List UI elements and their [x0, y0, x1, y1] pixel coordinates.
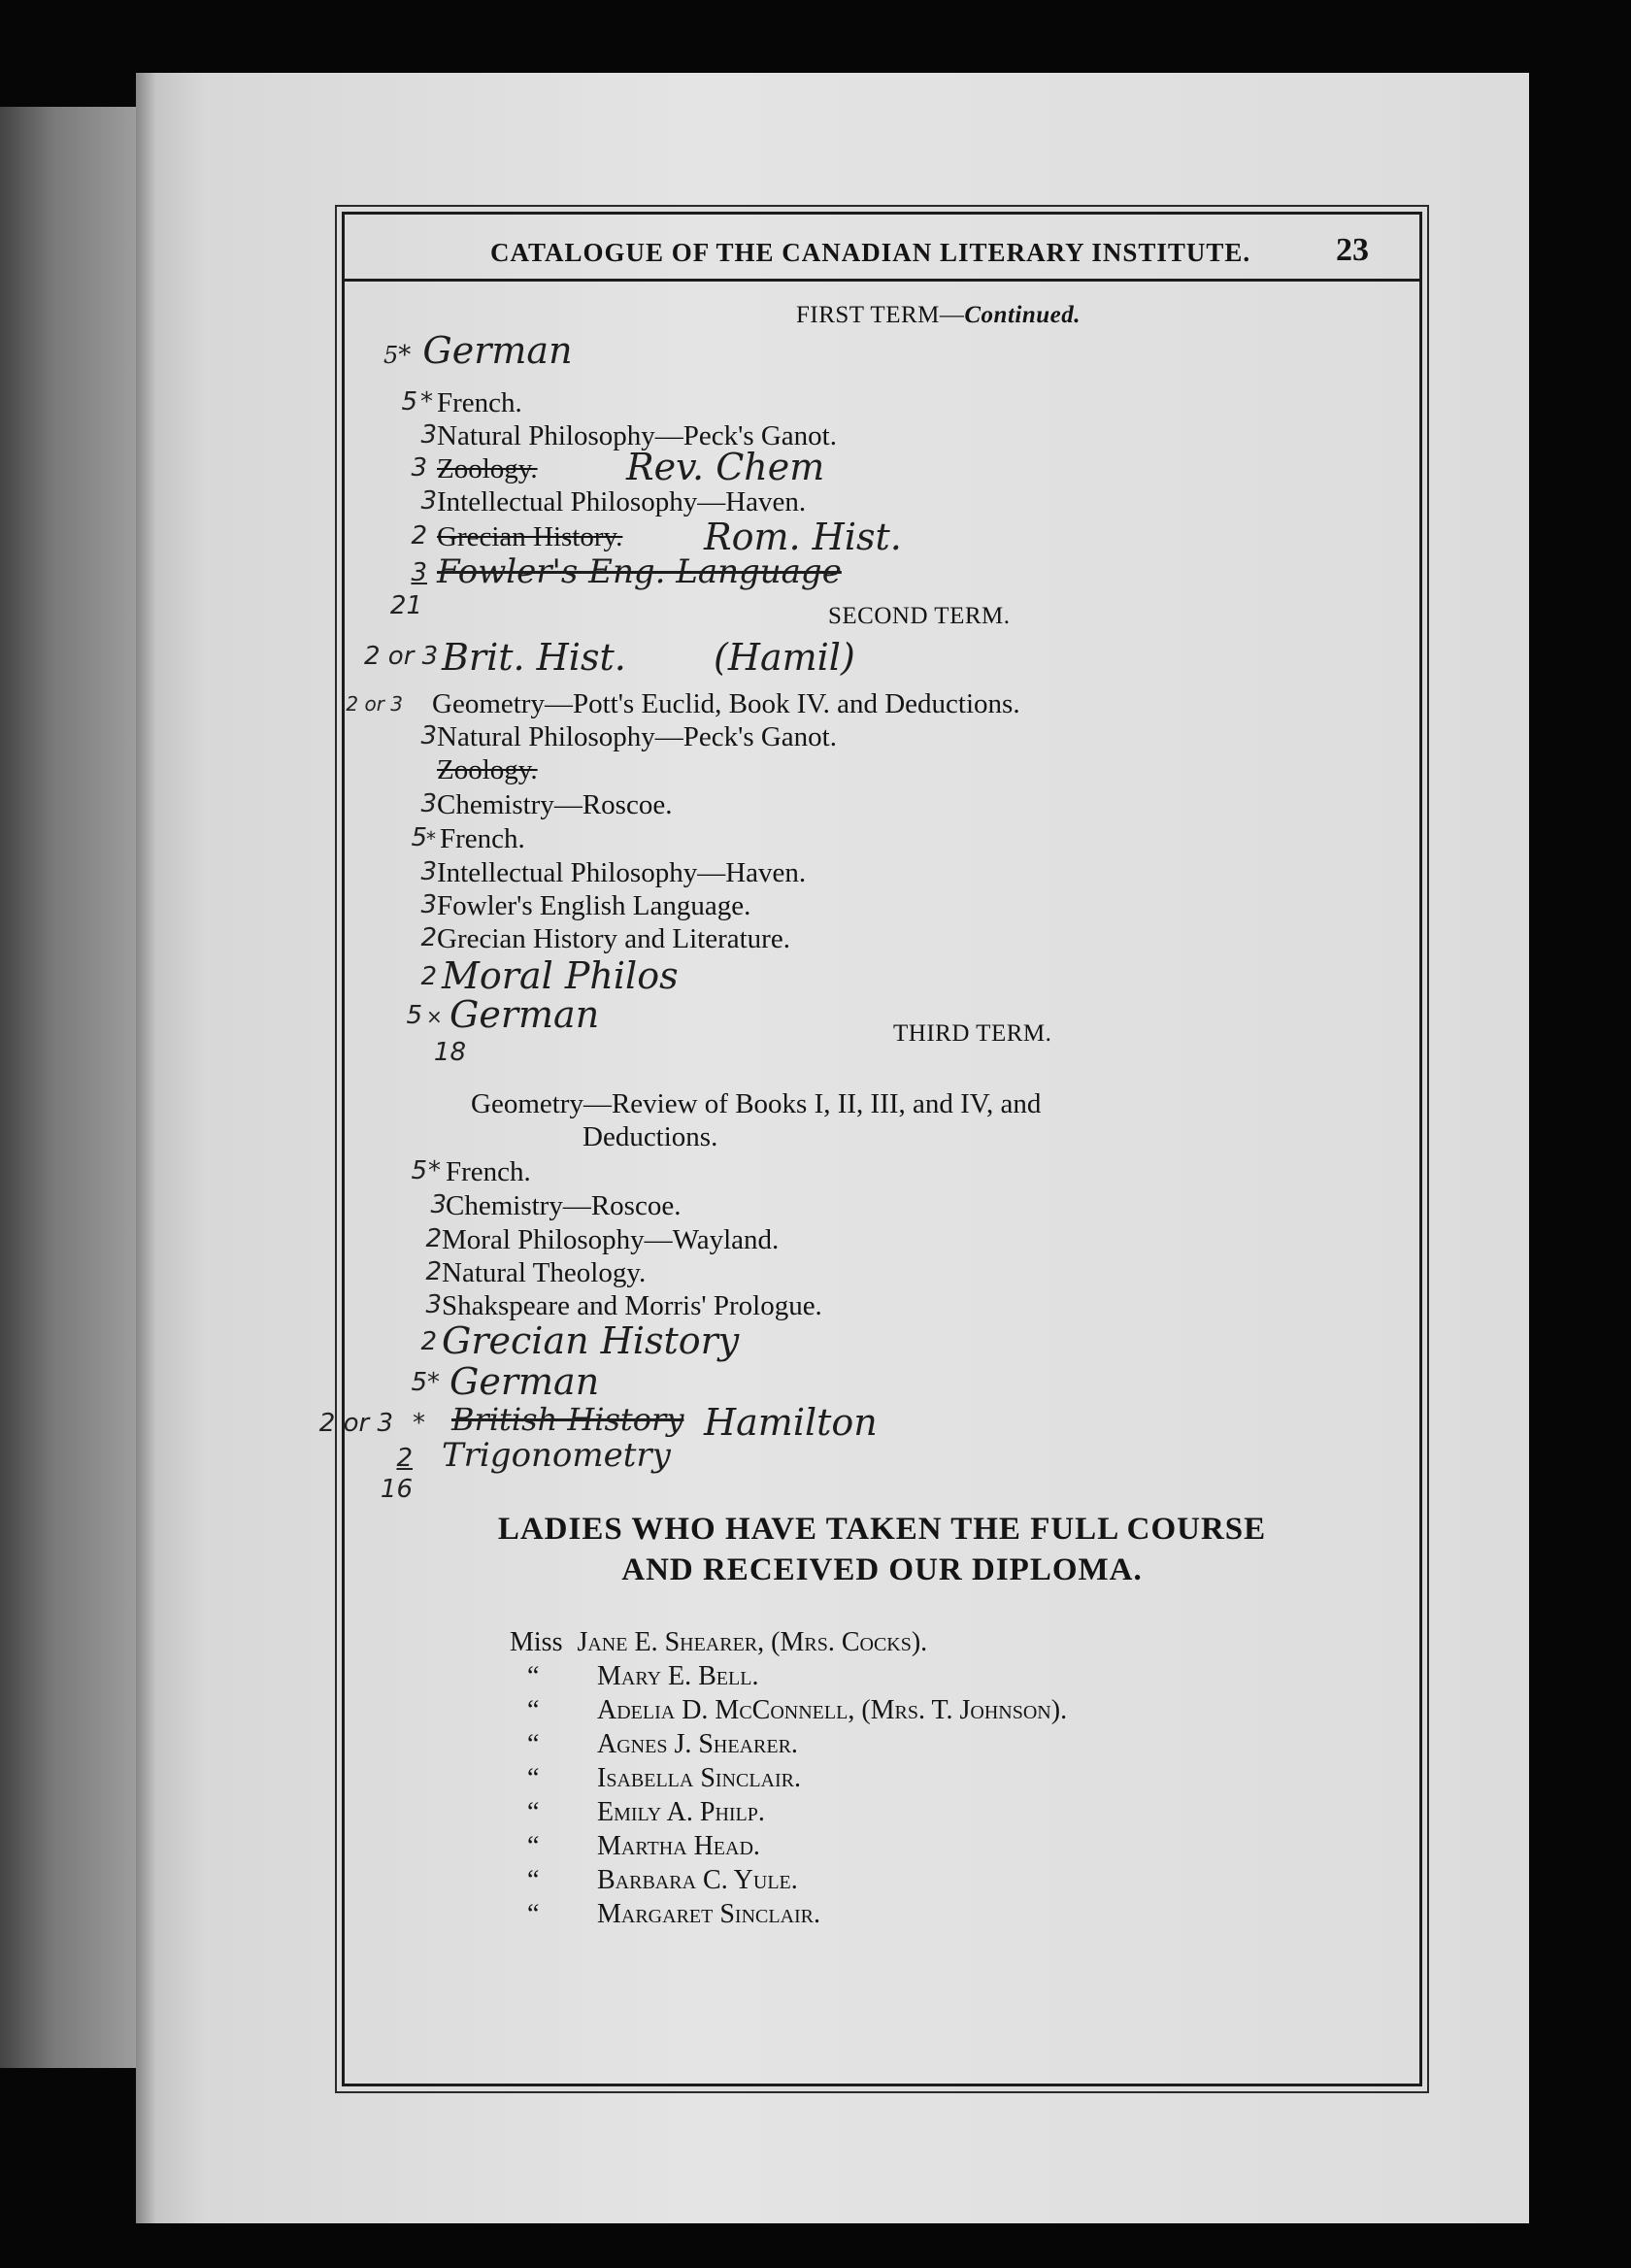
second-term-moral: Moral Philos [442, 954, 679, 997]
second-term-french-row [345, 823, 1419, 854]
second-term-row-text: Fowler's English Language. [437, 890, 751, 921]
third-term-row-text: Moral Philosophy—Wayland. [442, 1224, 780, 1255]
second-term-row-num: 3 [420, 721, 437, 750]
first-term-row [345, 486, 1419, 517]
first-term-row [345, 420, 1419, 451]
running-header [345, 232, 1419, 282]
graduate-name: Margaret Sinclair. [597, 1899, 821, 1929]
page-frame [318, 212, 1422, 2086]
first-term-french-row [345, 387, 1419, 418]
third-term-row [345, 1290, 1419, 1321]
third-term-trig-note [345, 1436, 1419, 1475]
third-term-geometry-row-cont [345, 1121, 1419, 1152]
ditto-mark: “ [527, 1899, 540, 1929]
graduate-name: Adelia D. McConnell, (Mrs. T. Johnson). [597, 1695, 1068, 1725]
second-term-geometry-text: Geometry—Pott's Euclid, Book IV. and Deductions. [432, 688, 1020, 719]
first-term-rom-hist: Rom. Hist. [704, 516, 902, 558]
first-term-german: German [422, 329, 573, 372]
ditto-mark: “ [527, 1763, 540, 1793]
asterisk-mark-icon: * [427, 1368, 440, 1397]
first-term-german-note: 5* German [383, 329, 573, 372]
header-title: CATALOGUE OF THE CANADIAN LITERARY INSTITUTE. [490, 238, 1251, 267]
page-gutter [136, 73, 157, 2223]
third-term-trig: Trigonometry [442, 1436, 671, 1475]
first-term-total: 21 [389, 591, 422, 620]
second-term-brit-hist: Brit. Hist. [442, 636, 626, 679]
third-term-row-num: 3 [430, 1190, 447, 1219]
third-term-row-text: Shakspeare and Morris' Prologue. [442, 1290, 822, 1321]
graduate-name: Emily A. Philp. [597, 1797, 765, 1827]
second-term-row-num: 3 [420, 890, 437, 919]
second-term-geometry-row [345, 688, 1419, 719]
graduate-name: Isabella Sinclair. [597, 1763, 801, 1793]
second-term-row [345, 721, 1419, 752]
graduate-name: Mary E. Bell. [597, 1661, 759, 1691]
third-term-row-text: Natural Theology. [442, 1257, 647, 1288]
first-term-heading [796, 302, 1081, 329]
third-term-row [345, 1190, 1419, 1221]
third-term-row [345, 1257, 1419, 1288]
page-number: 23 [1336, 232, 1369, 268]
first-term-zoology-num: 3 [411, 453, 427, 483]
first-term-french-text: French. [437, 387, 522, 418]
first-term-row-num: 3 [420, 486, 437, 516]
second-term-moral-note [345, 954, 1419, 997]
second-term-row [345, 890, 1419, 921]
third-term-row-num: 2 [425, 1257, 442, 1286]
ditto-mark: “ [527, 1729, 540, 1759]
graduate-name: Martha Head. [597, 1831, 760, 1861]
first-term-fowler-num: 3 [411, 558, 427, 587]
second-term-row-num: 5 [411, 823, 427, 852]
second-term-moral-num: 2 [420, 962, 437, 991]
third-term-french-row [345, 1156, 1419, 1187]
graduate-name: Agnes J. Shearer. [597, 1729, 798, 1759]
second-term-geometry-num: 2 or 3 [346, 692, 403, 716]
second-term-row [345, 857, 1419, 888]
second-term-brit-hist-paren: (Hamil) [714, 636, 855, 679]
second-term-row [345, 923, 1419, 954]
graduate-row [510, 1627, 927, 1658]
ditto-mark: “ [527, 1831, 540, 1861]
third-term-british: British History [451, 1401, 684, 1438]
second-term-row-text: Grecian History and Literature. [437, 923, 790, 954]
second-term-row-text: Natural Philosophy—Peck's Ganot. [437, 721, 837, 752]
ditto-mark: “ [527, 1661, 540, 1691]
page-sheet [136, 73, 1529, 2223]
graduate-name: Barbara C. Yule. [597, 1865, 798, 1895]
first-term-zoology-row [345, 446, 1419, 488]
graduate-prefix: Miss [510, 1627, 563, 1657]
third-term-german: German [449, 1360, 600, 1403]
first-term-german-num: 5 [383, 342, 399, 369]
third-term-geometry-line2: Deductions. [582, 1121, 718, 1152]
graduate-name: Jane E. Shearer, (Mrs. Cocks). [577, 1627, 928, 1657]
asterisk-mark-icon: * [413, 1409, 425, 1438]
second-term-row-text: Intellectual Philosophy—Haven. [437, 857, 807, 888]
second-term-german: German [449, 993, 600, 1036]
ditto-mark: “ [527, 1797, 540, 1827]
first-term-heading-continued: Continued. [964, 302, 1081, 328]
second-term-zoology-text: Zoology. [437, 754, 538, 785]
third-term-row-num: 2 [425, 1224, 442, 1253]
third-term-row-text: French. [446, 1156, 531, 1187]
second-term-german-num: 5 [406, 1001, 422, 1030]
first-term-row-text: Natural Philosophy—Peck's Ganot. [437, 420, 837, 451]
second-term-row-text: Chemistry—Roscoe. [437, 789, 673, 820]
first-term-rev-chem: Rev. Chem [626, 446, 825, 488]
third-term-german-note [345, 1360, 1419, 1403]
third-term-row [345, 1224, 1419, 1255]
third-term-row-text: Chemistry—Roscoe. [446, 1190, 682, 1221]
third-term-british-num: 2 or 3 [318, 1409, 393, 1438]
asterisk-mark-icon: * [426, 827, 436, 850]
first-term-grecian-num: 2 [411, 521, 427, 550]
third-term-heading: THIRD TERM. [893, 1020, 1052, 1047]
second-term-row [345, 789, 1419, 820]
third-term-grecian-num: 2 [420, 1327, 437, 1356]
graduates-heading-line2: AND RECEIVED OUR DIPLOMA. [621, 1552, 1143, 1587]
third-term-geometry-line1: Geometry—Review of Books I, II, III, and IV, and [471, 1088, 1042, 1119]
second-term-row-text: French. [440, 823, 525, 854]
first-term-fowler: Fowler's Eng. Language [437, 552, 842, 591]
third-term-trig-num: 2 [396, 1444, 413, 1473]
first-term-heading-prefix: FIRST TERM— [796, 302, 965, 328]
first-term-grecian-row [345, 516, 1419, 558]
ditto-mark: “ [527, 1695, 540, 1725]
second-term-row-num: 3 [420, 857, 437, 886]
third-term-german-num: 5 [411, 1368, 427, 1397]
third-term-hamilton: Hamilton [704, 1401, 878, 1444]
asterisk-mark-icon: * [428, 1156, 441, 1185]
first-term-french-mark: * [420, 387, 433, 417]
first-term-zoology-text: Zoology. [437, 453, 538, 484]
second-term-row-num: 3 [420, 789, 437, 818]
second-term-heading: SECOND TERM. [828, 603, 1011, 629]
third-term-row-num: 3 [425, 1290, 442, 1319]
facing-page-edge [0, 107, 136, 2068]
third-term-total: 16 [380, 1475, 413, 1504]
second-term-brit-hist-num: 2 or 3 [364, 642, 439, 671]
first-term-row-num: 3 [420, 420, 437, 450]
second-term-total: 18 [433, 1038, 466, 1067]
first-term-fowler-row [345, 552, 1419, 591]
ditto-mark: “ [527, 1865, 540, 1895]
first-term-grecian-text: Grecian History. [437, 521, 623, 552]
third-term-grecian: Grecian History [442, 1319, 740, 1362]
second-term-row-num: 2 [420, 923, 437, 952]
third-term-row-num: 5 [411, 1156, 427, 1185]
second-term-zoology-row [345, 754, 1419, 785]
asterisk-mark-icon: × [426, 1005, 443, 1028]
first-term-row-text: Intellectual Philosophy—Haven. [437, 486, 807, 517]
third-term-grecian-note [345, 1319, 1419, 1362]
first-term-french-num: 5 [401, 387, 417, 417]
third-term-geometry-row [345, 1088, 1419, 1119]
second-term-brit-hist-row [345, 636, 1419, 679]
graduates-heading-line1: LADIES WHO HAVE TAKEN THE FULL COURSE [497, 1512, 1267, 1547]
